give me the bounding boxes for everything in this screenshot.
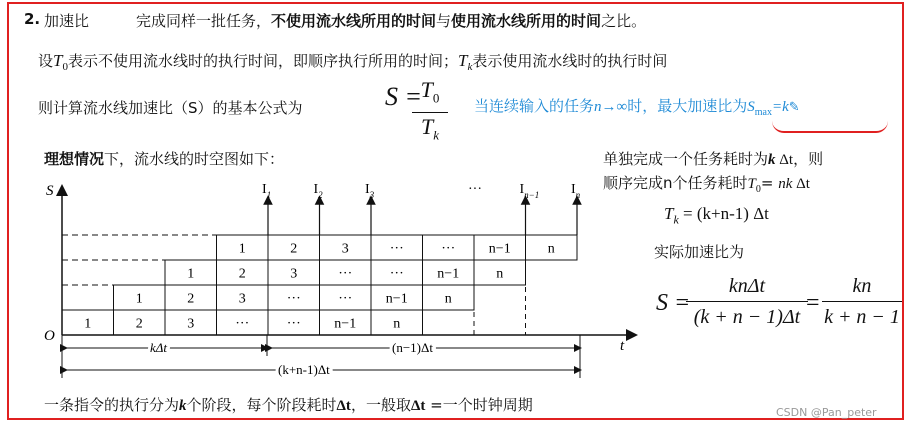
watermark: CSDN @Pan_peter [776,406,877,419]
output-label: $I_2$ [313,182,323,200]
cell-label: 3 [341,241,349,257]
output-label: $I_1$ [262,182,272,200]
actual-speedup-label: 实际加速比为 [654,243,745,261]
cell-label: n [496,266,504,282]
text: = [760,174,779,192]
k: k [179,398,187,414]
output-subscript: 2 [318,190,323,200]
T0: T [747,176,756,192]
formula-lhs: S = [385,82,423,111]
symbol-Smax: S [747,99,755,115]
x-axis-label: t [620,338,625,354]
output-subscript: n−1 [524,190,540,200]
subscript: k [467,61,473,73]
output-label: $I_3$ [365,182,375,200]
def-text: 完成同样一批任务， [136,12,272,30]
cell-label: ··· [338,291,353,307]
output-subscript: 3 [369,190,375,200]
text: 设 [38,52,54,70]
text: 下，流水线的时空图如下： [104,150,285,168]
k: k [768,152,776,168]
cell-label: ··· [338,266,353,282]
pencil-icon: ✎ [788,100,800,115]
text: 表示不使用流水线时的执行时间，即顺序执行所用的时间； [67,52,458,70]
dim-total: (k+n-1)Δt [278,362,330,377]
subscript: 0 [755,184,761,195]
cell-label: n−1 [334,316,357,332]
cell-label: n [547,241,555,257]
cell-label: n−1 [385,291,408,307]
subscript: 0 [62,61,68,73]
text: ，则 [793,150,824,168]
numerator: T [420,77,433,102]
denominator: (k + n − 1)Δt [693,306,801,328]
pipeline-grid [62,235,577,335]
tk-rhs: = (k+n-1) Δt [678,204,769,223]
cell-label: 3 [238,291,246,307]
symbol-T0: T [53,51,63,70]
def-bold-2: 使用流水线所用的时间 [451,12,602,30]
def-bold-1: 不使用流水线所用的时间 [271,12,437,30]
cell-label: 1 [187,266,195,282]
section-number: 2. [24,10,41,28]
n-to-infinity: n→∞ [594,99,628,115]
text: 最大加速比为 [657,97,748,115]
text: 顺序完成n个任务耗时 [603,174,748,192]
denominator: k + n − 1 [824,306,900,328]
cell-label: ··· [286,316,301,332]
y-axis-label: S [46,183,54,199]
text: 一条指令的执行分为 [44,396,180,414]
cell-label: n−1 [437,266,460,282]
delta-t: Δt [775,152,794,168]
equals-sign: = [806,290,820,316]
numerator: knΔt [728,275,766,297]
cell-label: 1 [135,291,143,307]
output-markers [262,182,581,235]
output-label: $I_n$ [571,182,581,200]
output-label: ··· [468,182,482,197]
ideal-bold: 理想情况 [44,150,105,168]
numerator: kn [852,275,872,297]
Tk: T [664,204,674,223]
equals-k: =k [771,99,789,115]
cell-label: n−1 [488,241,511,257]
def-text: 与 [436,12,452,30]
nk: nk [778,176,793,192]
cell-label: 3 [187,316,195,332]
delta-t: Δt [792,176,810,192]
text: ，一般取 [350,396,411,414]
cell-label: 2 [135,316,143,332]
stage-description [44,394,533,415]
text: =一个时钟周期 [425,396,533,414]
cell-label: 2 [290,241,298,257]
subscript: max [754,107,772,118]
delta-t: Δt [336,398,351,414]
dim-k-dt: kΔt [150,340,168,355]
cell-label: 1 [84,316,92,332]
text: 表示使用流水线时的执行时间 [472,52,668,70]
cell-label: 3 [290,266,298,282]
origin-label: O [44,328,55,344]
cell-label: 1 [238,241,246,257]
cell-label: ··· [235,316,250,332]
cell-label: n [393,316,401,332]
subscript: k [433,127,440,143]
text: 当连续输入的任务 [474,97,595,115]
text: 个阶段，每个阶段耗时 [186,396,337,414]
def-text: 之比。 [601,12,647,30]
speedup-lhs: S = [656,290,691,316]
output-subscript: 1 [266,190,272,200]
subscript: 0 [432,90,440,106]
cell-label: 2 [238,266,246,282]
subscript: k [673,212,679,227]
cell-label: 2 [187,291,195,307]
cell-label: ··· [441,241,456,257]
output-label: $I_{n-1}$ [519,182,540,200]
output-subscript: n [575,190,581,200]
cell-label: ··· [389,266,404,282]
cell-label: ··· [389,241,404,257]
cell-label: n [444,291,452,307]
dim-n-1-dt: (n−1)Δt [392,340,433,355]
formula-intro: 则计算流水线加速比（S）的基本公式为 [38,99,303,117]
symbol-Tk: T [458,51,468,70]
delta-t: Δt [410,398,426,414]
section-title: 加速比 [44,12,90,30]
text: 时， [627,97,658,115]
denominator: T [420,114,434,140]
cell-label: ··· [286,291,301,307]
text: 单独完成一个任务耗时为 [603,150,769,168]
